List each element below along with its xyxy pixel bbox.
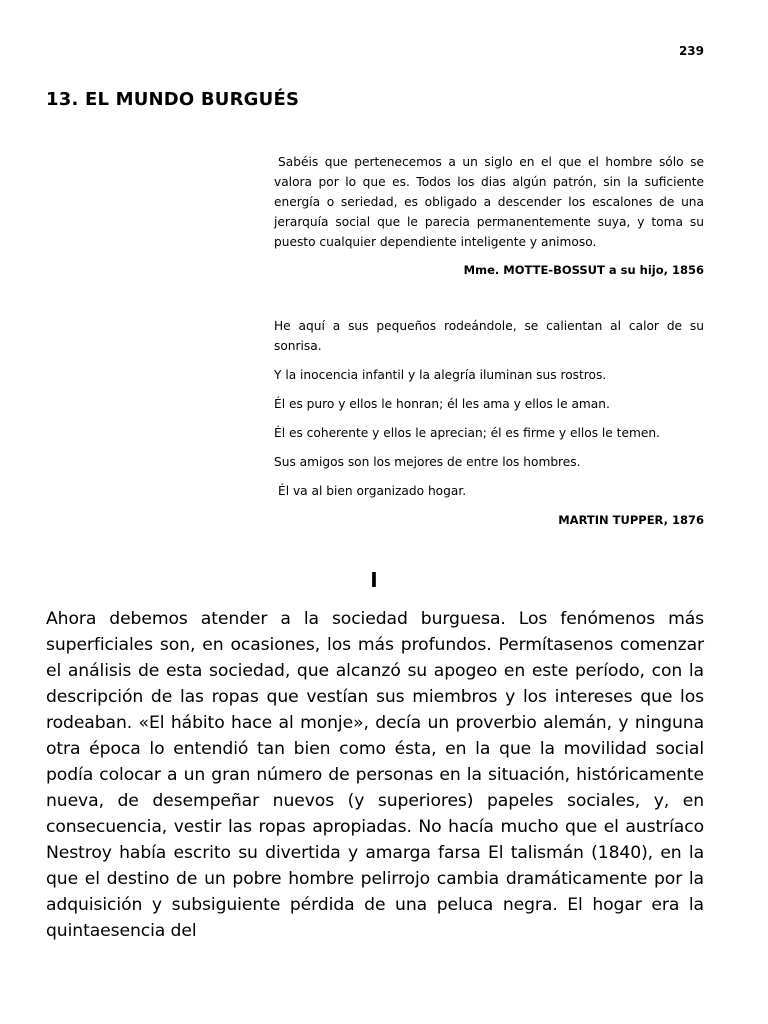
epigraph-attribution: MARTIN TUPPER, 1876 xyxy=(558,513,704,527)
epigraph-attribution: Mme. MOTTE-BOSSUT a su hijo, 1856 xyxy=(463,263,704,277)
page-number: 239 xyxy=(678,44,704,58)
epigraph-tupper xyxy=(274,316,704,530)
epigraph-line: Sus amigos son los mejores de entre los hombres. xyxy=(274,455,581,469)
epigraph-quote: Sabéis que pertenecemos a un siglo en el que el hombre sólo se valora por lo que es. Todos los dias algún patrón, sin la suficiente energía o seriedad, es obligado a descender los escalones de una jerarquía social que le parecia permanentemente suya, y toma su puesto cualquier dependiente inteligente y animoso. xyxy=(274,155,704,249)
epigraph-line: He aquí a sus pequeños rodeándole, se calientan al calor de su sonrisa. xyxy=(274,319,704,353)
epigraph-line: Él es coherente y ellos le aprecian; él es firme y ellos le temen. xyxy=(274,426,660,440)
section-number: I xyxy=(370,568,378,592)
epigraph-motte-bossut xyxy=(274,152,704,280)
epigraph-line: Y la inocencia infantil y la alegría iluminan sus rostros. xyxy=(274,368,607,382)
chapter-title: 13. EL MUNDO BURGUÉS xyxy=(46,89,300,110)
epigraph-line: Él es puro y ellos le honran; él les ama y ellos le aman. xyxy=(274,397,610,411)
body-paragraph: Ahora debemos atender a la sociedad burguesa. Los fenómenos más superficiales son, en ocasiones, los más profundos. Permítasenos comenzar el análisis de esta sociedad, que alcanzó su apogeo en este período, con la descripción de las ropas que vestían sus miembros y los intereses que los rodeaban. «El hábito hace al monje», decía un proverbio alemán, y ninguna otra época lo entendió tan bien como ésta, en la que la movilidad social podía colocar a un gran número de personas en la situación, históricamente nueva, de desempeñar nuevos (y superiores) papeles sociales, y, en consecuencia, vestir las ropas apropiadas. No hacía mucho que el austríaco Nestroy había escrito su divertida y amarga farsa El talismán (1840), en la que el destino de un pobre hombre pelirrojo cambia dramáticamente por la adquisición y subsiguiente pérdida de una peluca negra. El hogar era la quintaesencia del xyxy=(46,609,704,941)
epigraph-line: Él va al bien organizado hogar. xyxy=(278,484,467,498)
